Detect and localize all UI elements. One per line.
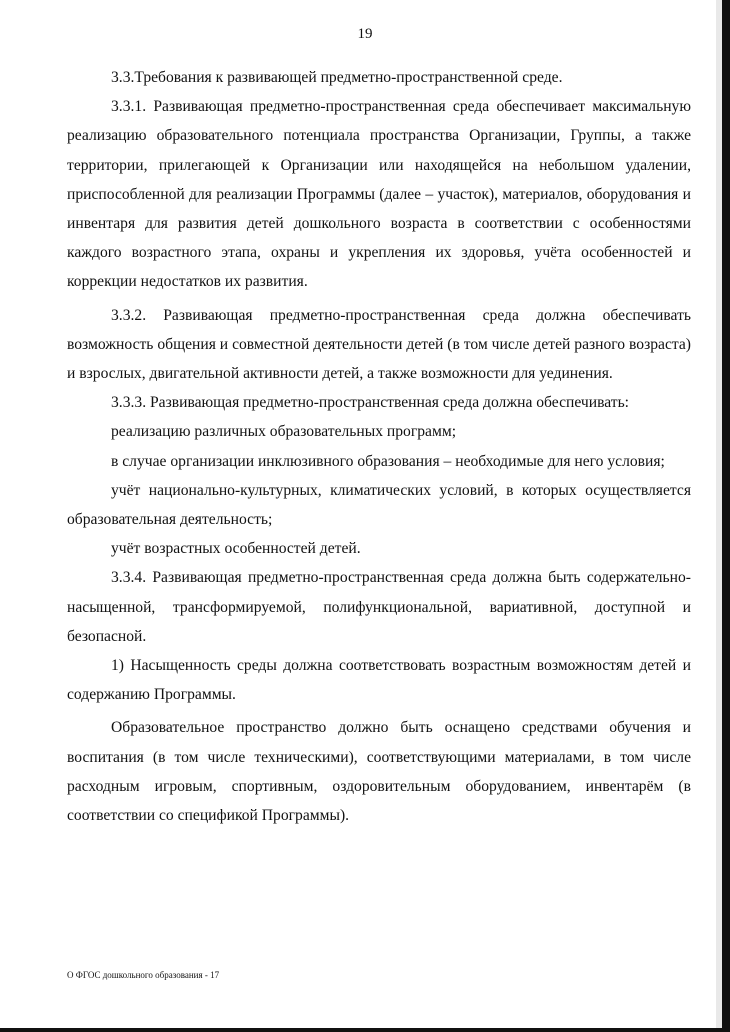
page-number: 19 bbox=[357, 26, 373, 42]
paragraph-3-3-2: 3.3.2. Развивающая предметно-пространственная среда должна обеспечивать возможность общения и совместной деятельности детей (в том числе детей разного возраста) и взрослых, двигательной активности детей, а также возможности для уединения. bbox=[67, 306, 691, 383]
paragraph-saturation: 1) Насыщенность среды должна соответствовать возрастным возможностям детей и содержанию Программы. bbox=[67, 657, 691, 704]
list-item-inclusive: в случае организации инклюзивного образования – необходимые для него условия; bbox=[111, 452, 665, 470]
paragraph-educational-space: Образовательное пространство должно быть оснащено средствами обучения и воспитания (в том числе техническими), соответствующими материалами, в том числе расходным игровым, спортивным, оздоровительным оборудованием, инвентарём (в соответствии со спецификой Программы). bbox=[67, 719, 691, 825]
document-body bbox=[67, 63, 691, 830]
paragraph-3-3-3: 3.3.3. Развивающая предметно-пространственная среда должна обеспечивать: bbox=[111, 394, 630, 412]
footer-note: О ФГОС дошкольного образования - 17 bbox=[67, 970, 220, 980]
scan-edge-right bbox=[722, 0, 730, 1032]
list-item-age-features: учёт возрастных особенностей детей. bbox=[111, 540, 361, 558]
paragraph-3-3-4: 3.3.4. Развивающая предметно-пространственная среда должна быть содержательно-насыщенной, трансформируемой, полифункциональной, вариативной, доступной и безопасной. bbox=[67, 569, 691, 645]
list-item-programs: реализацию различных образовательных программ; bbox=[111, 423, 457, 441]
section-heading: 3.3.Требования к развивающей предметно-пространственной среде. bbox=[111, 69, 563, 86]
scan-edge-bottom bbox=[0, 1028, 730, 1032]
paragraph-3-3-1: 3.3.1. Развивающая предметно-пространственная среда обеспечивает максимальную реализацию образовательного потенциала пространства Организации, Группы, а также территории, прилегающей к Организации или находящейся на небольшом удалении, приспособленной для реализации Программы (далее – участок), материалов, оборудования и инвентаря для развития детей дошкольного возраста в соответствии с особенностями каждого возрастного этапа, охраны и укрепления их здоровья, учёта особенностей и коррекции недостатков их развития. bbox=[67, 98, 691, 291]
list-item-national-cultural: учёт национально-культурных, климатических условий, в которых осуществляется образовательная деятельность; bbox=[67, 481, 691, 529]
